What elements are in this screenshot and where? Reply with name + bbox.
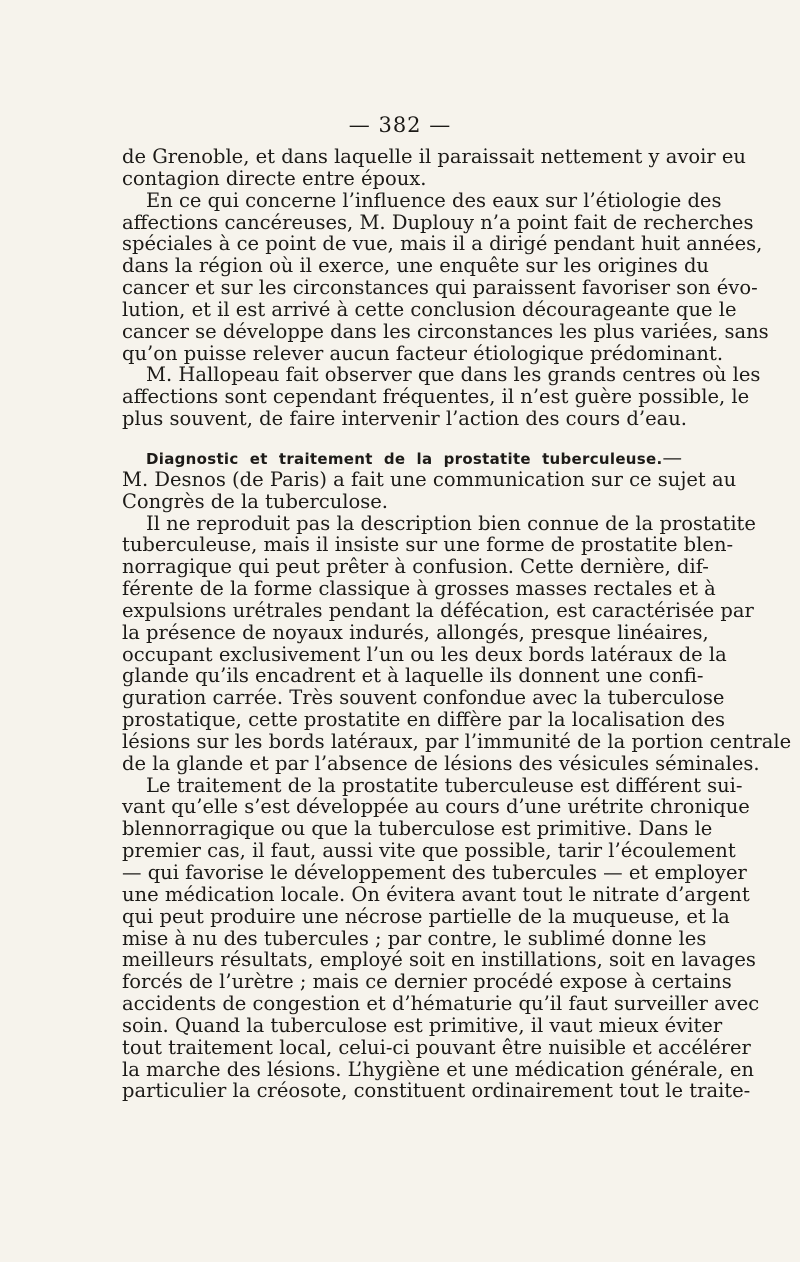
text-line: guration carrée. Très souvent confondue avec la tuberculose [122, 686, 725, 710]
text-line: Le traitement de la prostatite tuberculeuse est différent sui- [146, 773, 743, 797]
text-line: norragique qui peut prêter à confusion. Cette dernière, dif- [122, 555, 709, 579]
section [122, 445, 737, 513]
body-text [122, 145, 792, 1103]
text-line: affections cancéreuses, M. Duplouy n’a point fait de recherches [122, 210, 754, 234]
text-line: En ce qui concerne l’influence des eaux sur l’étiologie des [146, 188, 722, 212]
text-line: plus souvent, de faire intervenir l’action des cours d’eau. [122, 407, 687, 431]
text-line: Congrès de la tuberculose. [122, 489, 388, 513]
text-line: blennorragique ou que la tuberculose est primitive. Dans le [122, 817, 713, 841]
text-line: vant qu’elle s’est développée au cours d’une urétrite chronique [122, 795, 750, 819]
paragraph [122, 145, 746, 190]
text-line: soin. Quand la tuberculose est primitive, il vaut mieux éviter [122, 1013, 723, 1037]
text-line: M. Hallopeau fait observer que dans les grands centres où les [146, 363, 761, 387]
text-line: dans la région où il exerce, une enquête sur les origines du [122, 254, 709, 278]
text-line: accidents de congestion et d’hématurie qu’il faut surveiller avec [122, 992, 760, 1016]
text-line: M. Desnos (de Paris) a fait une communication sur ce sujet au [122, 467, 737, 491]
text-line: — qui favorise le développement des tubercules — et employer [122, 861, 747, 884]
text-line: cancer et sur les circonstances qui paraissent favoriser son évo- [122, 276, 758, 300]
text-line: prostatique, cette prostatite en diffère par la localisation des [122, 708, 725, 732]
text-line: premier cas, il faut, aussi vite que possible, tarir l’écoulement [122, 839, 736, 863]
paragraph [122, 363, 761, 431]
text-line: cancer se développe dans les circonstances les plus variées, sans [122, 319, 769, 343]
text-line: une médication locale. On évitera avant tout le nitrate d’argent [122, 882, 750, 906]
text-line: meilleurs résultats, employé soit en instillations, soit en lavages [122, 948, 756, 972]
section-heading-line [122, 447, 682, 469]
text-line: lution, et il est arrivé à cette conclusion décourageante que le [122, 297, 737, 321]
text-line: lésions sur les bords latéraux, par l’immunité de la portion centrale [122, 729, 792, 753]
text-line: expulsions urétrales pendant la défécation, est caractérisée par [122, 598, 754, 622]
text-line: la présence de noyaux indurés, allongés, presque linéaires, [122, 620, 709, 644]
text-line: de la glande et par l’absence de lésions des vésicules séminales. [122, 751, 760, 775]
text-line: glande qu’ils encadrent et à laquelle ils donnent une confi- [122, 664, 704, 688]
text-line: occupant exclusivement l’un ou les deux bords latéraux de la [122, 642, 727, 666]
paragraph [122, 188, 769, 365]
text-line: contagion directe entre époux. [122, 166, 427, 190]
paragraph [122, 511, 792, 775]
heading-dash: — [662, 445, 682, 469]
text-line: spéciales à ce point de vue, mais il a dirigé pendant huit années, [122, 232, 763, 256]
text-line: qui peut produire une nécrose partielle de la muqueuse, et la [122, 904, 730, 928]
section-heading: Diagnostic et traitement de la prostatite tuberculeuse. [146, 449, 663, 468]
text-line: forcés de l’urètre ; mais ce dernier procédé expose à certains [122, 970, 732, 994]
text-line: la marche des lésions. L’hygiène et une médication générale, en [122, 1057, 754, 1081]
text-line: férente de la forme classique à grosses masses rectales et à [122, 577, 716, 601]
section-gap [122, 430, 682, 447]
text-line: affections sont cependant fréquentes, il n’est guère possible, le [122, 385, 750, 409]
text-line: Il ne reproduit pas la description bien connue de la prostatite [146, 511, 756, 535]
text-line: de Grenoble, et dans laquelle il paraissait nettement y avoir eu [122, 145, 746, 168]
text-line: mise à nu des tubercules ; par contre, le sublimé donne les [122, 926, 707, 950]
page-number: — 382 — [348, 113, 452, 137]
text-line: tuberculeuse, mais il insiste sur une forme de prostatite blen- [122, 533, 734, 557]
paragraph [122, 773, 760, 1103]
text-line: tout traitement local, celui-ci pouvant être nuisible et accélérer [122, 1035, 751, 1059]
text-line: qu’on puisse relever aucun facteur étiologique prédominant. [122, 341, 724, 365]
text-line: particulier la créosote, constituent ordinairement tout le traite- [122, 1079, 751, 1103]
